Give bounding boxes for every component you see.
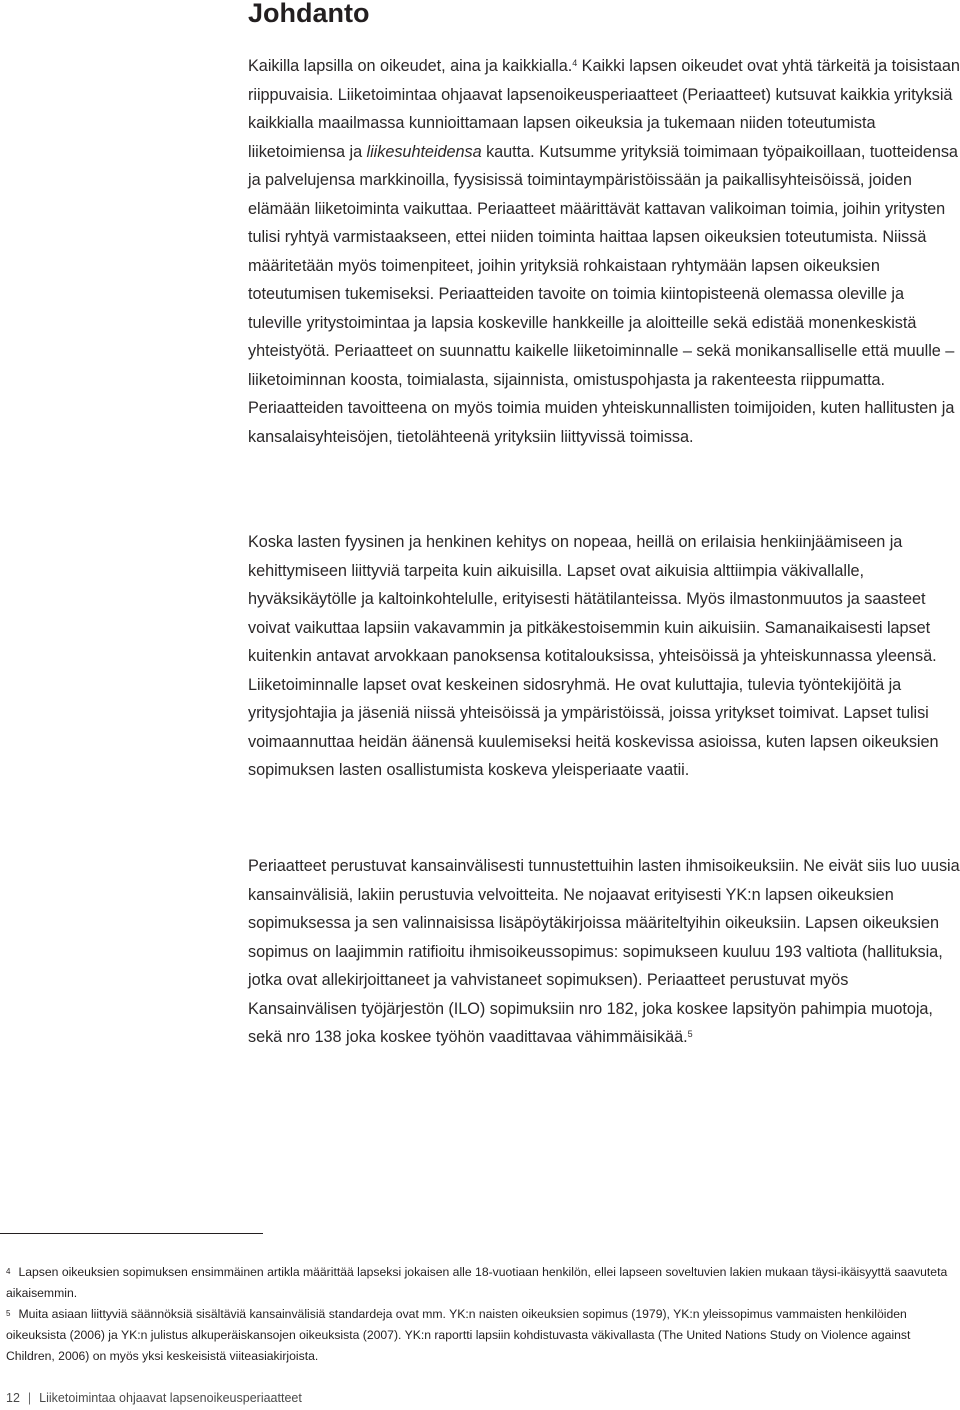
- intro-paragraph-2: [248, 528, 960, 785]
- footnote-divider: [0, 1233, 263, 1234]
- footnote-text: Lapsen oikeuksien sopimuksen ensimmäinen artikla määrittää lapseksi jokaisen alle 18-vuotiaan henkilön, ellei lapseen soveltuvien lakien mukaan täysi-ikäisyyttä saavuteta aikaisemmin.: [6, 1265, 948, 1300]
- paragraph-1-italic-term: liikesuhteidensa: [366, 142, 482, 161]
- paragraph-2-text: Koska lasten fyysinen ja henkinen kehitys on nopeaa, heillä on erilaisia henkiinjäämiseen ja kehittymiseen liittyviä tarpeita kuin aikuisilla. Lapset ovat aikuisia alttiimpia väkivallalle, hyväksikäytölle ja kaltoinkohtelulle, erityisesti hätätilanteissa. Myös ilmastonmuutos ja saasteet voivat vaikuttaa lapsiin vakavammin ja pitkäkestoisemmin kuin aikuisiin. Samanaikaisesti lapset kuitenkin antavat arvokkaan panoksensa kotitalouksissa, yhteisöissä ja yhteiskunnassa yleensä. Liiketoiminnalle lapset ovat keskeinen sidosryhmä. He ovat kuluttajia, tulevia työntekijöitä ja yritysjohtajia ja jäseniä niissä yhteisöissä ja ympäristöissä, joissa yritykset toimivat. Lapset tulisi voimaannuttaa heidän äänensä kuulemiseksi heitä koskevissa asioissa, kuten lapsen oikeuksien sopimuksen lasten osallistumista koskeva yleisperiaate vaatii.: [248, 533, 939, 779]
- paragraph-text: [248, 852, 960, 1052]
- page-number: 12: [6, 1391, 20, 1405]
- footer-separator: |: [27, 1391, 32, 1405]
- footnote-5: [6, 1304, 950, 1367]
- footnote-text: Muita asiaan liittyviä säännöksiä sisältäviä kansainvälisiä standardeja ovat mm. YK:n naisten oikeuksien sopimus (1979), YK:n yleissopimus vammaisten henkilöiden oikeuksista (2006) ja YK:n julistus alkuperäiskansojen oikeuksista (2007). YK:n raportti lapsiin kohdistuvasta väkivallasta (The United Nations Study on Violence against Children, 2006) on myös yksi keskeisistä viiteasiakirjoista.: [6, 1307, 911, 1363]
- footnotes: [6, 1262, 950, 1367]
- footnote-number: 4: [6, 1267, 11, 1276]
- intro-paragraph-3: [248, 852, 960, 1052]
- paragraph-3-body: Periaatteet perustuvat kansainvälisesti tunnustettuihin lasten ihmisoikeuksiin. Ne eivät siis luo uusia kansainvälisiä, lakiin perustuvia velvoitteita. Ne nojaavat erityisesti YK:n lapsen oikeuksien sopimuksessa ja sen valinnaisissa lisäpöytäkirjoissa määriteltyihin oikeuksiin. Lapsen oikeuksien sopimus on laajimmin ratifioitu ihmisoikeussopimus: sopimukseen kuuluu 193 valtiota (hallituksia, jotka ovat allekirjoittaneet ja vahvistaneet sopimuksen). Periaatteet perustuvat myös Kansainvälisen työjärjestön (ILO) sopimuksiin nro 182, joka koskee lapsityön pahimpia muotoja, sekä nro 138 joka koskee työhön vaadittavaa vähimmäisikää.: [248, 857, 960, 1046]
- footnote-ref-5[interactable]: 5: [687, 1029, 693, 1039]
- page-title: Johdanto: [248, 0, 370, 28]
- paragraph-1-part-c: kautta. Kutsumme yrityksiä toimimaan työpaikoillaan, tuotteidensa ja palvelujensa markkinoilla, fyysisissä toimintaympäristöissään ja paikallisyhteisöissä, joiden elämään liiketoiminta vaikuttaa. Periaatteet määrittävät kattavan valikoiman toimia, joihin yritysten tulisi ryhtyä varmistaakseen, ettei niiden toiminta haittaa lapsen oikeuksien toteutumista. Niissä määritetään myös toimenpiteet, joihin yrityksiä rohkaistaan ryhtymään lapsen oikeuksien toteutumisen tukemiseksi. Periaatteiden tavoite on toimia kiintopisteenä olemassa oleville ja tuleville yritystoimintaa ja lapsia koskeville hankkeille ja aloitteille sekä edistää monenkeskistä yhteistyötä. Periaatteet on suunnattu kaikelle liiketoiminnalle – sekä monikansalliselle että muulle – liiketoiminnan koosta, toimialasta, sijainnista, omistuspohjasta ja rakenteesta riippumatta. Periaatteiden tavoitteena on myös toimia muiden yhteiskunnallisten toimijoiden, kuten hallitusten ja kansalaisyhteisöjen, tietolähteenä yrityksiin liittyvissä toimissa.: [248, 142, 958, 446]
- paragraph-1-part-a: Kaikilla lapsilla on oikeudet, aina ja kaikkialla.: [248, 57, 573, 75]
- intro-paragraph-1: [248, 52, 960, 451]
- page-footer: [6, 1389, 302, 1407]
- paragraph-text: [248, 52, 960, 451]
- document-title: Liiketoimintaa ohjaavat lapsenoikeusperiaatteet: [39, 1391, 302, 1405]
- footnote-ref-4[interactable]: 4: [572, 58, 578, 68]
- footnote-4: [6, 1262, 950, 1304]
- footnote-number: 5: [6, 1309, 11, 1318]
- paragraph-1-part-b: Kaikki lapsen oikeudet ovat yhtä tärkeitä ja toisistaan riippuvaisia. Liiketoimintaa ohjaavat lapsenoikeusperiaatteet (Periaatteet) kutsuvat kaikkia yrityksiä kaikkialla maailmassa kunnioittamaan lapsen oikeuksia ja tukemaan niiden toteutumista liiketoimiensa ja: [248, 57, 960, 161]
